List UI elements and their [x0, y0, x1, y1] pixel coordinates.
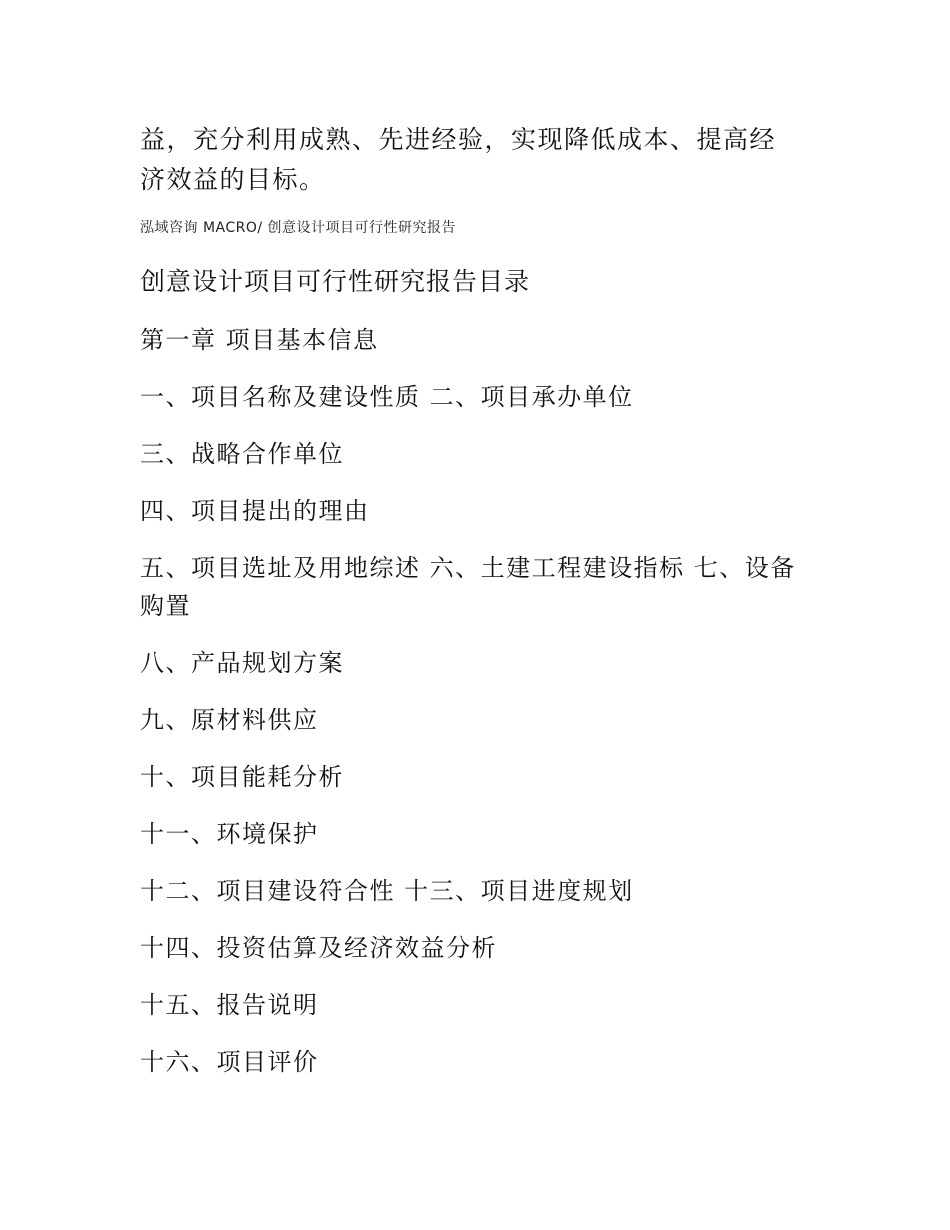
toc-item: 九、原材料供应 [140, 706, 319, 734]
toc-item: 十、项目能耗分析 [140, 763, 344, 791]
toc-item: 十四、投资估算及经济效益分析 [140, 934, 497, 962]
toc-item: 十一、环境保护 [140, 820, 319, 848]
toc-title: 创意设计项目可行性研究报告目录 [140, 267, 531, 296]
intro-paragraph [140, 120, 820, 200]
toc-list [140, 321, 820, 1100]
running-header: 泓域咨询 MACRO/ 创意设计项目可行性研究报告 [140, 220, 457, 236]
toc-item: 五、项目选址及用地综述 六、土建工程建设指标 七、设备购置 [140, 554, 796, 620]
toc-item: 四、项目提出的理由 [140, 497, 370, 525]
toc-item: 一、项目名称及建设性质 二、项目承办单位 [140, 383, 634, 411]
toc-item: 十二、项目建设符合性 十三、项目进度规划 [140, 877, 634, 905]
toc-item: 三、战略合作单位 [140, 440, 344, 468]
toc-item: 八、产品规划方案 [140, 649, 344, 677]
toc-item: 第一章 项目基本信息 [140, 326, 379, 354]
toc-item: 十六、项目评价 [140, 1048, 319, 1076]
intro-line: 济效益的目标。 [140, 165, 326, 194]
toc-item: 十五、报告说明 [140, 991, 319, 1019]
intro-line: 益，充分利用成熟、先进经验，实现降低成本、提高经 [140, 125, 777, 154]
